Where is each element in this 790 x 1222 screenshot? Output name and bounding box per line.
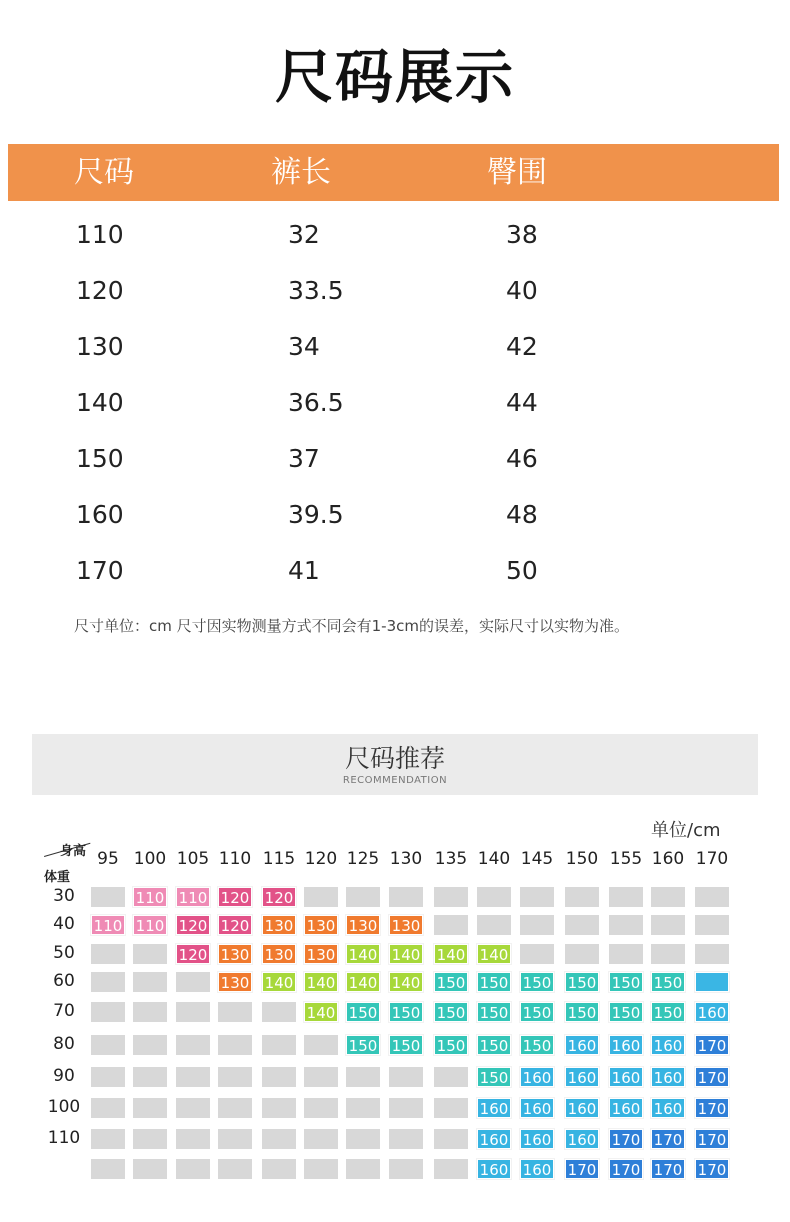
recommended-size-cell: 160 (695, 1002, 729, 1022)
recommended-size-cell: 110 (133, 887, 167, 907)
recommended-size-cell: 160 (565, 1098, 599, 1118)
recommended-size-cell: 160 (609, 1067, 643, 1087)
grid-cell-empty (389, 1129, 423, 1149)
recommended-size-cell: 140 (346, 944, 380, 964)
recommended-size-cell: 150 (651, 972, 685, 992)
recommended-size-cell: 140 (304, 972, 338, 992)
grid-cell-empty (91, 1129, 125, 1149)
recommended-size-cell: 170 (651, 1129, 685, 1149)
height-column-header: 160 (651, 849, 685, 869)
hip-cell: 44 (506, 388, 538, 417)
recommended-size-cell: 140 (477, 944, 511, 964)
recommended-size-cell: 170 (695, 1098, 729, 1118)
recommended-size-cell: 120 (218, 887, 252, 907)
grid-cell-empty (565, 944, 599, 964)
grid-cell-empty (434, 1159, 468, 1179)
recommended-size-cell: 160 (520, 1129, 554, 1149)
hip-cell: 48 (506, 500, 538, 529)
size-cell: 160 (76, 500, 124, 529)
hip-cell: 42 (506, 332, 538, 361)
height-column-header: 150 (565, 849, 599, 869)
grid-cell-empty (176, 1129, 210, 1149)
recommended-size-cell: 130 (304, 944, 338, 964)
recommended-size-cell: 160 (565, 1129, 599, 1149)
grid-cell-empty (520, 887, 554, 907)
grid-cell-empty (133, 1098, 167, 1118)
recommended-size-cell: 130 (304, 915, 338, 935)
grid-cell-empty (695, 915, 729, 935)
recommended-size-cell: 150 (477, 1002, 511, 1022)
page-title: 尺码展示 (274, 43, 515, 111)
recommended-size-cell: 160 (477, 1129, 511, 1149)
grid-cell-empty (651, 887, 685, 907)
grid-cell-empty (176, 1098, 210, 1118)
recommended-size-cell: 170 (695, 1035, 729, 1055)
recommendation-banner (32, 734, 758, 795)
grid-cell-empty (346, 1129, 380, 1149)
grid-cell-empty (133, 944, 167, 964)
size-note: 尺寸单位：cm 尺寸因实物测量方式不同会有1-3cm的误差，实际尺寸以实物为准。 (74, 617, 629, 635)
height-column-header: 170 (695, 849, 729, 869)
size-cell: 120 (76, 276, 124, 305)
table-row (0, 319, 790, 375)
recommended-size-cell: 150 (346, 1002, 380, 1022)
grid-cell-empty (389, 887, 423, 907)
grid-cell-empty (262, 1002, 296, 1022)
table-row (0, 375, 790, 431)
recommended-size-cell: 150 (434, 1002, 468, 1022)
grid-cell-empty (91, 1035, 125, 1055)
grid-cell-empty (304, 1035, 338, 1055)
recommended-size-cell: 120 (176, 915, 210, 935)
recommended-size-cell: 110 (176, 887, 210, 907)
grid-cell-empty (133, 1159, 167, 1179)
height-column-header: 115 (262, 849, 296, 869)
table-row (0, 543, 790, 599)
height-column-header: 95 (97, 849, 119, 869)
header-pants-length: 裤长 (271, 155, 331, 190)
recommended-size-cell: 140 (434, 944, 468, 964)
recommended-size-cell: 160 (651, 1067, 685, 1087)
grid-cell-empty (609, 887, 643, 907)
height-column-header: 130 (389, 849, 423, 869)
recommended-size-cell: 170 (695, 1067, 729, 1087)
height-column-header: 105 (176, 849, 210, 869)
pants-length-cell: 41 (288, 556, 320, 585)
height-column-header: 120 (304, 849, 338, 869)
recommended-size-cell: 160 (520, 1098, 554, 1118)
recommended-size-cell: 170 (609, 1129, 643, 1149)
recommended-size-cell: 150 (520, 1002, 554, 1022)
grid-cell-empty (346, 1067, 380, 1087)
table-row (0, 263, 790, 319)
grid-cell-empty (176, 972, 210, 992)
recommended-size-cell: 110 (133, 915, 167, 935)
grid-cell-empty (133, 1067, 167, 1087)
grid-cell-empty (218, 1159, 252, 1179)
height-column-header: 135 (434, 849, 468, 869)
recommended-size-cell: 160 (477, 1098, 511, 1118)
recommended-size-cell: 150 (477, 1067, 511, 1087)
grid-cell-empty (304, 1067, 338, 1087)
recommended-size-cell: 170 (651, 1159, 685, 1179)
weight-row-header: 80 (53, 1034, 75, 1054)
recommended-size-cell: 140 (304, 1002, 338, 1022)
hip-cell: 46 (506, 444, 538, 473)
weight-row-header: 40 (53, 914, 75, 934)
weight-row-header: 110 (47, 1128, 81, 1148)
height-column-header: 100 (133, 849, 167, 869)
recommended-size-cell: 130 (262, 915, 296, 935)
grid-cell-empty (91, 887, 125, 907)
header-hip: 臀围 (487, 155, 547, 190)
recommended-size-cell: 160 (651, 1035, 685, 1055)
recommended-size-cell: 160 (651, 1098, 685, 1118)
grid-cell-empty (262, 1098, 296, 1118)
pants-length-cell: 34 (288, 332, 320, 361)
grid-cell-empty (651, 915, 685, 935)
height-column-header: 145 (520, 849, 554, 869)
grid-cell-empty (477, 915, 511, 935)
hip-cell: 50 (506, 556, 538, 585)
recommended-size-cell: 160 (565, 1067, 599, 1087)
recommendation-subtitle: RECOMMENDATION (342, 775, 448, 786)
grid-cell-empty (262, 1159, 296, 1179)
grid-cell-empty (695, 944, 729, 964)
recommended-size-cell: 150 (609, 972, 643, 992)
recommended-size-cell: 150 (434, 1035, 468, 1055)
grid-cell-empty (389, 1159, 423, 1179)
grid-cell-empty (91, 1002, 125, 1022)
weight-row-header: 50 (53, 943, 75, 963)
recommended-size-cell: 150 (520, 1035, 554, 1055)
grid-cell-empty (262, 1129, 296, 1149)
pants-length-cell: 32 (288, 220, 320, 249)
recommended-size-cell: 120 (176, 944, 210, 964)
recommended-size-cell: 150 (565, 1002, 599, 1022)
grid-cell-empty (218, 1098, 252, 1118)
grid-cell-empty (91, 1098, 125, 1118)
recommended-size-cell: 160 (609, 1035, 643, 1055)
weight-row-header: 30 (53, 886, 75, 906)
recommended-size-cell: 130 (389, 915, 423, 935)
pants-length-cell: 37 (288, 444, 320, 473)
recommended-size-cell: 140 (346, 972, 380, 992)
recommended-size-cell: 150 (389, 1002, 423, 1022)
recommended-size-cell: 140 (389, 972, 423, 992)
grid-cell-empty (609, 915, 643, 935)
recommended-size-cell: 150 (477, 972, 511, 992)
grid-cell-empty (565, 915, 599, 935)
recommended-size-cell: 150 (609, 1002, 643, 1022)
grid-cell-empty (434, 1067, 468, 1087)
grid-cell-empty (389, 1098, 423, 1118)
weight-row-header: 60 (53, 971, 75, 991)
grid-cell-empty (346, 887, 380, 907)
grid-cell-empty (91, 972, 125, 992)
weight-axis-label: 体重 (44, 870, 71, 885)
weight-row-header: 90 (53, 1066, 75, 1086)
recommended-size-cell: 150 (565, 972, 599, 992)
height-axis-label: 身高 (60, 844, 87, 859)
size-cell: 150 (76, 444, 124, 473)
recommended-size-cell: 150 (434, 972, 468, 992)
grid-cell-empty (218, 1002, 252, 1022)
recommended-size-cell: 120 (218, 915, 252, 935)
pants-length-cell: 36.5 (288, 388, 344, 417)
recommendation-title: 尺码推荐 (344, 744, 445, 773)
grid-cell-empty (176, 1002, 210, 1022)
grid-cell-empty (176, 1067, 210, 1087)
recommended-size-cell: 170 (565, 1159, 599, 1179)
recommended-size-cell: 150 (346, 1035, 380, 1055)
grid-cell-empty (565, 887, 599, 907)
grid-cell-empty (434, 1129, 468, 1149)
grid-cell-empty (477, 887, 511, 907)
recommended-size-cell: 160 (477, 1159, 511, 1179)
weight-row-header: 100 (47, 1097, 81, 1117)
grid-cell-empty (176, 1159, 210, 1179)
table-row (0, 431, 790, 487)
recommended-size-cell (695, 972, 729, 992)
recommended-size-cell: 150 (520, 972, 554, 992)
grid-cell-empty (176, 1035, 210, 1055)
grid-cell-empty (434, 887, 468, 907)
recommended-size-cell: 140 (262, 972, 296, 992)
grid-cell-empty (218, 1129, 252, 1149)
grid-cell-empty (133, 972, 167, 992)
recommended-size-cell: 130 (218, 944, 252, 964)
table-row (0, 487, 790, 543)
recommended-size-cell: 170 (695, 1159, 729, 1179)
grid-cell-empty (262, 1035, 296, 1055)
grid-cell-empty (304, 887, 338, 907)
recommended-size-cell: 150 (651, 1002, 685, 1022)
grid-cell-empty (91, 944, 125, 964)
recommended-size-cell: 150 (389, 1035, 423, 1055)
grid-cell-empty (434, 1098, 468, 1118)
height-column-header: 155 (609, 849, 643, 869)
grid-cell-empty (520, 915, 554, 935)
size-cell: 110 (76, 220, 124, 249)
size-cell: 140 (76, 388, 124, 417)
weight-row-header: 70 (53, 1001, 75, 1021)
recommended-size-cell: 170 (695, 1129, 729, 1149)
grid-cell-empty (133, 1002, 167, 1022)
grid-cell-empty (91, 1067, 125, 1087)
recommended-size-cell: 160 (520, 1067, 554, 1087)
size-cell: 130 (76, 332, 124, 361)
pants-length-cell: 39.5 (288, 500, 344, 529)
grid-cell-empty (520, 944, 554, 964)
grid-cell-empty (304, 1159, 338, 1179)
grid-cell-empty (346, 1098, 380, 1118)
size-table-header (8, 144, 779, 201)
size-cell: 170 (76, 556, 124, 585)
recommended-size-cell: 130 (262, 944, 296, 964)
hip-cell: 38 (506, 220, 538, 249)
grid-cell-empty (262, 1067, 296, 1087)
recommended-size-cell: 160 (520, 1159, 554, 1179)
grid-cell-empty (346, 1159, 380, 1179)
grid-cell-empty (304, 1129, 338, 1149)
grid-cell-empty (609, 944, 643, 964)
height-column-header: 140 (477, 849, 511, 869)
height-column-header: 125 (346, 849, 380, 869)
recommended-size-cell: 160 (609, 1098, 643, 1118)
recommended-size-cell: 130 (218, 972, 252, 992)
recommended-size-cell: 170 (609, 1159, 643, 1179)
recommended-size-cell: 140 (389, 944, 423, 964)
recommended-size-cell: 150 (477, 1035, 511, 1055)
grid-cell-empty (91, 1159, 125, 1179)
grid-cell-empty (651, 944, 685, 964)
grid-cell-empty (218, 1067, 252, 1087)
grid-cell-empty (133, 1035, 167, 1055)
header-size: 尺码 (74, 155, 134, 190)
grid-cell-empty (218, 1035, 252, 1055)
recommended-size-cell: 110 (91, 915, 125, 935)
recommended-size-cell: 160 (565, 1035, 599, 1055)
recommended-size-cell: 120 (262, 887, 296, 907)
grid-cell-empty (389, 1067, 423, 1087)
grid-cell-empty (133, 1129, 167, 1149)
pants-length-cell: 33.5 (288, 276, 344, 305)
hip-cell: 40 (506, 276, 538, 305)
size-table-body (0, 207, 790, 599)
height-column-header: 110 (218, 849, 252, 869)
grid-cell-empty (695, 887, 729, 907)
unit-label: 单位/cm (651, 820, 721, 841)
table-row (0, 207, 790, 263)
grid-cell-empty (304, 1098, 338, 1118)
recommended-size-cell: 130 (346, 915, 380, 935)
grid-cell-empty (434, 915, 468, 935)
